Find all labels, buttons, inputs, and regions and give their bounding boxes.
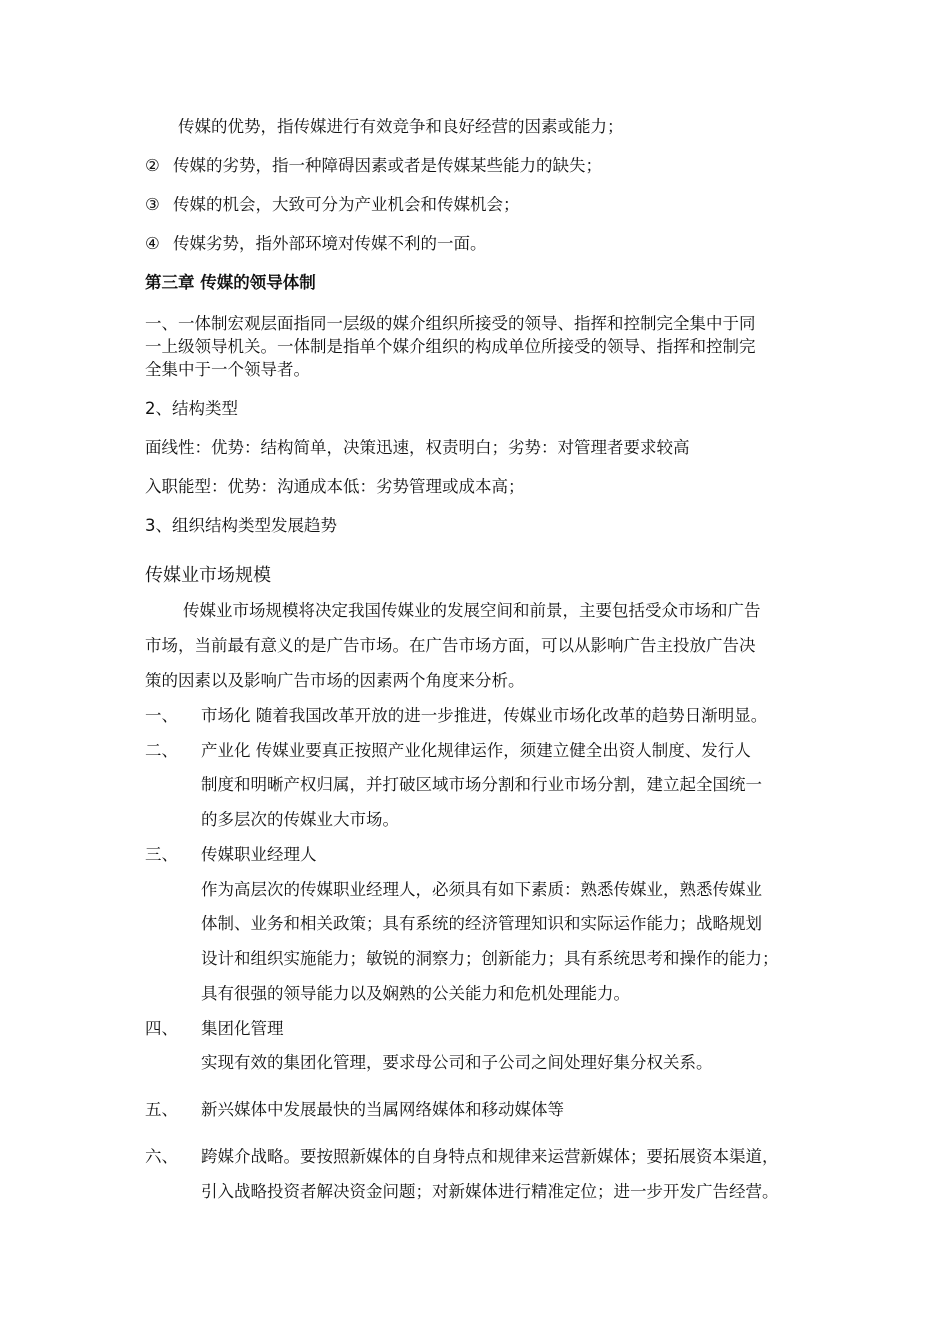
chapter-heading: 第三章 传媒的领导体制 <box>145 273 316 292</box>
list-item-text: 设计和组织实施能力；敏锐的洞察力；创新能力；具有系统思考和操作的能力； <box>201 949 779 968</box>
list-item-text: 传媒职业经理人 <box>201 845 317 864</box>
list-item-number: 二、 <box>145 741 178 760</box>
circled-number-2: ② <box>145 156 160 175</box>
functional-structure-line: 入职能型：优势：沟通成本低：劣势管理或成本高； <box>145 477 525 496</box>
list-item-number: 五、 <box>145 1100 178 1119</box>
structure-types-heading: 2、结构类型 <box>145 399 238 418</box>
list-item-text: 作为高层次的传媒职业经理人，必须具有如下素质：熟悉传媒业，熟悉传媒业 <box>201 880 762 899</box>
list-item-text: 制度和明晰产权归属，并打破区域市场分割和行业市场分割，建立起全国统一 <box>201 775 762 794</box>
unified-system-line-2: 一上级领导机关。一体制是指单个媒介组织的构成单位所接受的领导、指挥和控制完 <box>145 337 756 356</box>
market-intro-line-1: 传媒业市场规模将决定我国传媒业的发展空间和前景，主要包括受众市场和广告 <box>183 601 761 620</box>
structure-trend-heading: 3、组织结构类型发展趋势 <box>145 516 337 535</box>
unified-system-line-3: 全集中于一个领导者。 <box>145 360 310 379</box>
list-item-number: 三、 <box>145 845 178 864</box>
swot-weakness-line: 传媒的劣势，指一种障碍因素或者是传媒某些能力的缺失； <box>173 156 602 175</box>
list-item-number: 六、 <box>145 1147 178 1166</box>
list-item-text: 引入战略投资者解决资金问题；对新媒体进行精准定位；进一步开发广告经营。 <box>201 1182 779 1201</box>
list-item-number: 一、 <box>145 706 178 725</box>
market-intro-line-3: 策的因素以及影响广告市场的因素两个角度来分析。 <box>145 671 525 690</box>
unified-system-line-1: 一、一体制宏观层面指同一层级的媒介组织所接受的领导、指挥和控制完全集中于同 <box>145 314 756 333</box>
circled-number-4: ④ <box>145 234 160 253</box>
list-item-text: 集团化管理 <box>201 1019 284 1038</box>
list-item-text: 实现有效的集团化管理，要求母公司和子公司之间处理好集分权关系。 <box>201 1053 713 1072</box>
list-item-text: 的多层次的传媒业大市场。 <box>201 810 399 829</box>
linear-structure-line: 面线性：优势：结构简单，决策迅速，权责明白；劣势：对管理者要求较高 <box>145 438 690 457</box>
market-section-title: 传媒业市场规模 <box>145 565 271 586</box>
list-item-text: 具有很强的领导能力以及娴熟的公关能力和危机处理能力。 <box>201 984 630 1003</box>
swot-opportunity-line: 传媒的机会，大致可分为产业机会和传媒机会； <box>173 195 520 214</box>
list-item-text: 新兴媒体中发展最快的当属网络媒体和移动媒体等 <box>201 1100 564 1119</box>
swot-strength-line: 传媒的优势，指传媒进行有效竞争和良好经营的因素或能力； <box>178 117 624 136</box>
market-intro-line-2: 市场，当前最有意义的是广告市场。在广告市场方面，可以从影响广告主投放广告决 <box>145 636 756 655</box>
list-item-text: 产业化 传媒业要真正按照产业化规律运作，须建立健全出资人制度、发行人 <box>201 741 751 760</box>
list-item-text: 体制、业务和相关政策；具有系统的经济管理知识和实际运作能力；战略规划 <box>201 914 762 933</box>
circled-number-3: ③ <box>145 195 160 214</box>
swot-threat-line: 传媒劣势，指外部环境对传媒不利的一面。 <box>173 234 487 253</box>
list-item-text: 市场化 随着我国改革开放的进一步推进，传媒业市场化改革的趋势日渐明显。 <box>201 706 768 725</box>
list-item-number: 四、 <box>145 1019 178 1038</box>
list-item-text: 跨媒介战略。要按照新媒体的自身特点和规律来运营新媒体；要拓展资本渠道， <box>201 1147 779 1166</box>
